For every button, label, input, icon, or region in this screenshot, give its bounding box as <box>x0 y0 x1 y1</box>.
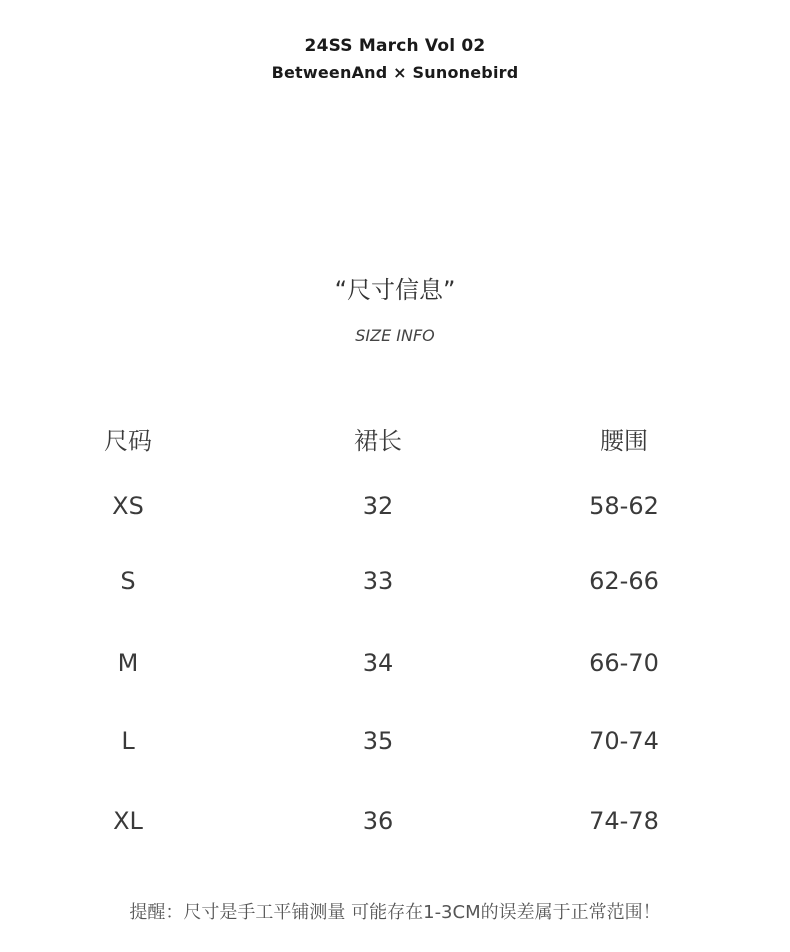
column-header-size: 尺码 <box>104 427 152 455</box>
length-cell: 36 <box>362 807 394 835</box>
measurement-note: 提醒：尺寸是手工平铺测量 可能存在1-3CM的误差属于正常范围！ <box>129 902 661 923</box>
length-cell: 35 <box>362 727 394 755</box>
size-cell: XS <box>112 492 144 520</box>
waist-cell: 70-74 <box>589 727 659 755</box>
size-cell: S <box>120 567 136 595</box>
size-cell: M <box>117 649 139 677</box>
column-header-length: 裙长 <box>354 427 402 455</box>
length-cell: 32 <box>362 492 394 520</box>
size-cell: L <box>121 727 135 755</box>
season-title: 24SS March Vol 02 <box>304 36 486 56</box>
waist-cell: 74-78 <box>589 807 659 835</box>
size-info-title: “尺寸信息” <box>334 276 456 304</box>
waist-cell: 66-70 <box>589 649 659 677</box>
column-header-waist: 腰围 <box>600 427 648 455</box>
length-cell: 33 <box>362 567 394 595</box>
collab-title: BetweenAnd × Sunonebird <box>271 63 519 82</box>
length-cell: 34 <box>362 649 394 677</box>
waist-cell: 62-66 <box>589 567 659 595</box>
size-info-subtitle: SIZE INFO <box>355 326 435 345</box>
size-cell: XL <box>113 807 143 835</box>
waist-cell: 58-62 <box>589 492 659 520</box>
